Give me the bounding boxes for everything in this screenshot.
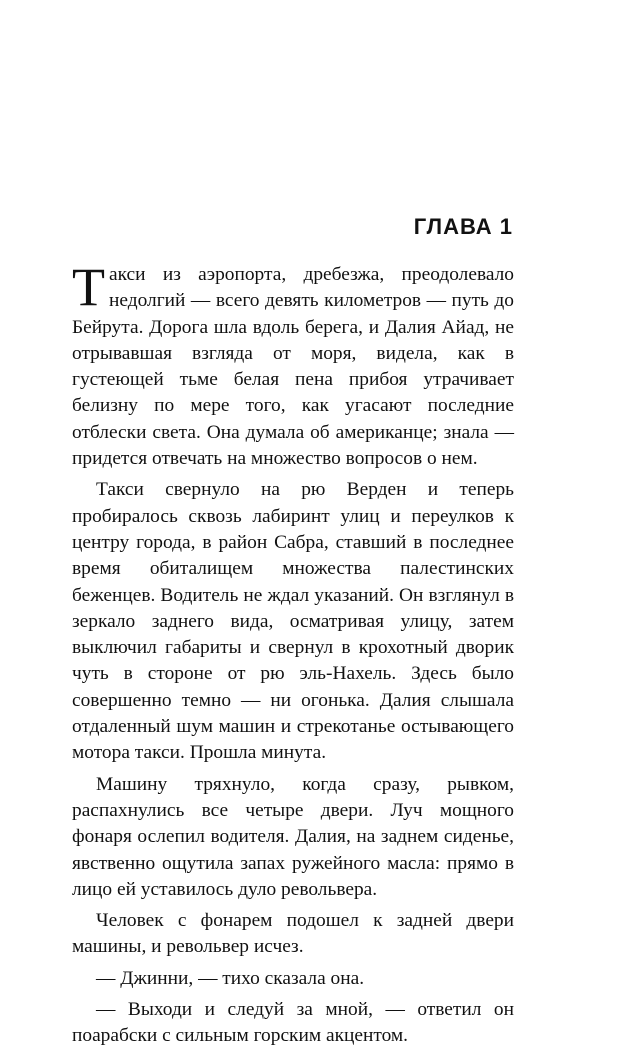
paragraph-1 [72,257,514,472]
paragraph-6: — Выходи и следуй за мной, — ответил он поарабски с сильным горским акцентом. [72,999,514,1047]
paragraph-2: Такси свернуло на рю Верден и теперь пробиралось сквозь лабиринт улиц и переулков к центру города, в район Сабра, ставший в последнее время обиталищем множества палестинских беженцев. Водитель не ждал указаний. Он взглянул в зеркало заднего вида, осматривая улицу, затем выключил габариты и свернул в крохотный дворик чуть в стороне от рю эль-Нахель. Здесь было совершенно темно — ни огонька. Далия слышала отдаленный шум машин и стрекотанье остывающего мотора такси. Прошла минута. [72,479,514,764]
paragraph-1-text: акси из аэропорта, дребезжа, преодолевало недолгий — всего девять километров — путь до Бейрута. Дорога шла вдоль берега, и Далия Айад, не отрывавшая взгляда от моря, видела, как в густеющей тьме белая пена прибоя утрачивает белизну по мере того, как угасают последние отблески света. Она думала об американце; знала — придется отвечать на множество вопросов о нем. [72,264,514,470]
paragraph-3: Машину тряхнуло, когда сразу, рывком, распахнулись все четыре двери. Луч мощного фонаря ослепил водителя. Далия, на заднем сиденье, явственно ощутила запах ружейного масла: прямо в лицо ей уставилось дуло револьвера. [72,773,514,900]
paragraph-5: — Джинни, — тихо сказала она. [96,967,365,989]
drop-cap: Т [72,257,105,317]
chapter-text [72,257,514,1050]
paragraph-4: Человек с фонарем подошел к задней двери машины, и револьвер исчез. [72,910,514,958]
chapter-title: ГЛАВА 1 [413,214,513,239]
